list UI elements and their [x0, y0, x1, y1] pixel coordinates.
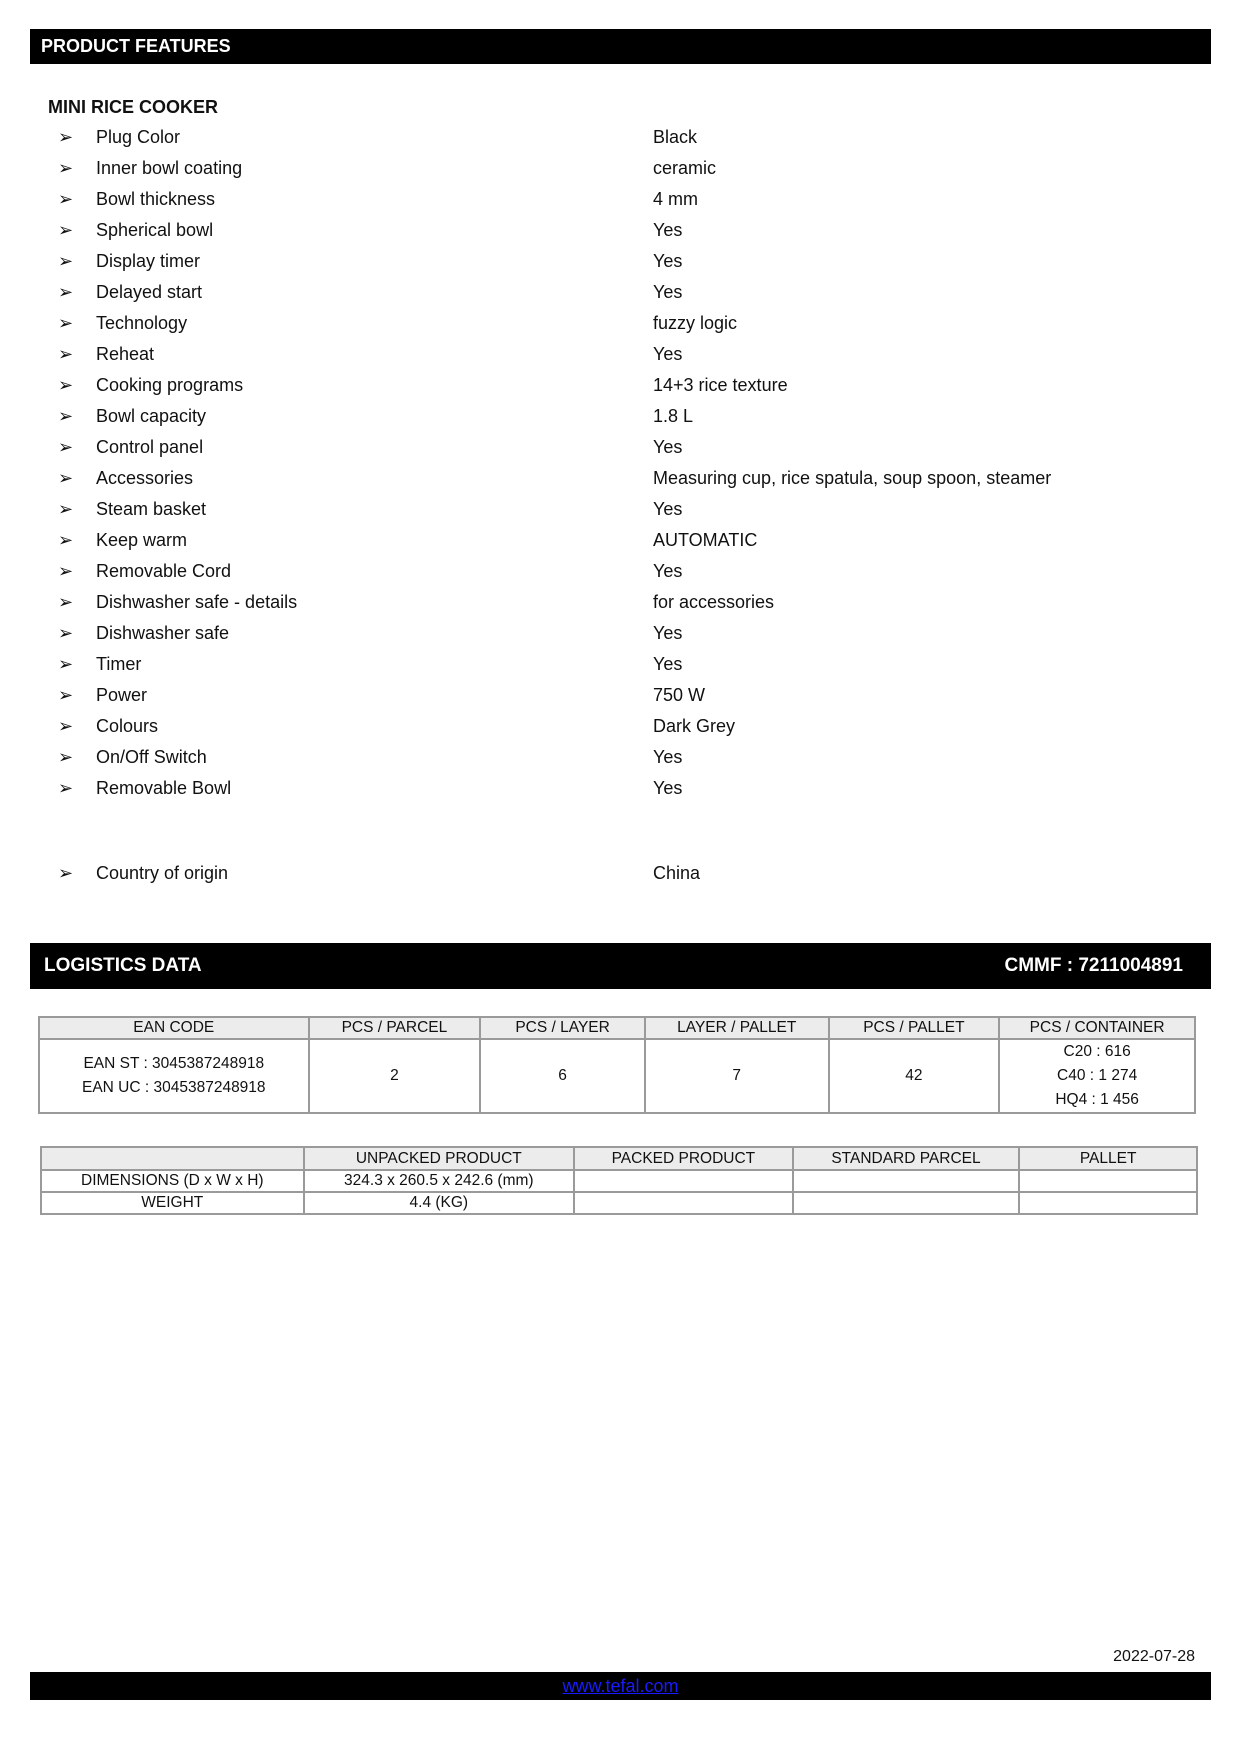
- column-header: EAN CODE: [39, 1017, 309, 1039]
- feature-row: [0, 215, 1241, 246]
- unpacked-cell: 4.4 (KG): [304, 1192, 575, 1214]
- arrow-bullet-icon: ➢: [58, 406, 74, 426]
- feature-value: AUTOMATIC: [653, 530, 758, 550]
- logistics-title: LOGISTICS DATA: [44, 955, 202, 976]
- feature-label: Spherical bowl: [96, 220, 214, 240]
- feature-value: Yes: [653, 344, 683, 364]
- unpacked-cell: 324.3 x 260.5 x 242.6 (mm): [304, 1170, 575, 1192]
- layer-pallet-cell: 7: [645, 1039, 829, 1113]
- product-name: MINI RICE COOKER: [48, 97, 219, 117]
- arrow-bullet-icon: ➢: [58, 127, 74, 147]
- pallet-cell: [1019, 1192, 1197, 1214]
- feature-row: [0, 184, 1241, 215]
- arrow-bullet-icon: ➢: [58, 375, 74, 395]
- arrow-bullet-icon: ➢: [58, 468, 74, 488]
- feature-value: Yes: [653, 778, 683, 798]
- feature-value: Yes: [653, 654, 683, 674]
- column-header: STANDARD PARCEL: [793, 1147, 1020, 1170]
- column-header: PCS / CONTAINER: [999, 1017, 1195, 1039]
- arrow-bullet-icon: ➢: [58, 158, 74, 178]
- feature-row: [0, 432, 1241, 463]
- table-header-row: [41, 1147, 1197, 1170]
- feature-row: [0, 556, 1241, 587]
- feature-row: [0, 308, 1241, 339]
- feature-value: Yes: [653, 220, 683, 240]
- ean-table: [38, 1016, 1196, 1114]
- packed-cell: [574, 1192, 793, 1214]
- ean-codes-cell: [39, 1039, 309, 1113]
- pcs-parcel-cell: 2: [309, 1039, 481, 1113]
- arrow-bullet-icon: ➢: [58, 716, 74, 736]
- feature-value: Measuring cup, rice spatula, soup spoon, steamer: [653, 468, 1052, 488]
- table-header-row: [39, 1017, 1195, 1039]
- feature-label: Keep warm: [96, 530, 188, 550]
- arrow-bullet-icon: ➢: [58, 747, 74, 767]
- feature-label: Control panel: [96, 437, 204, 457]
- table-row: [41, 1192, 1197, 1214]
- feature-label: Colours: [96, 716, 159, 736]
- column-header: [41, 1147, 304, 1170]
- pcs-layer-cell: 6: [480, 1039, 645, 1113]
- feature-value: Yes: [653, 437, 683, 457]
- feature-label: Delayed start: [96, 282, 203, 302]
- arrow-bullet-icon: ➢: [58, 778, 74, 798]
- feature-value: 1.8 L: [653, 406, 694, 426]
- arrow-bullet-icon: ➢: [58, 313, 74, 333]
- ean-st: EAN ST : 3045387248918: [83, 1055, 265, 1072]
- arrow-bullet-icon: ➢: [58, 863, 74, 883]
- feature-row: [0, 370, 1241, 401]
- feature-value: Dark Grey: [653, 716, 736, 736]
- container-c20: C20 : 616: [1063, 1043, 1131, 1060]
- arrow-bullet-icon: ➢: [58, 251, 74, 271]
- feature-value: Yes: [653, 623, 683, 643]
- ean-uc: EAN UC : 3045387248918: [82, 1079, 266, 1096]
- arrow-bullet-icon: ➢: [58, 189, 74, 209]
- pallet-cell: [1019, 1170, 1197, 1192]
- column-header: LAYER / PALLET: [645, 1017, 829, 1039]
- feature-label: Power: [96, 685, 148, 705]
- feature-row: [0, 618, 1241, 649]
- feature-label: Inner bowl coating: [96, 158, 243, 178]
- feature-label: Reheat: [96, 344, 155, 364]
- arrow-bullet-icon: ➢: [58, 220, 74, 240]
- feature-value: ceramic: [653, 158, 717, 178]
- feature-value: for accessories: [653, 592, 775, 612]
- arrow-bullet-icon: ➢: [58, 592, 74, 612]
- feature-row: [0, 587, 1241, 618]
- feature-value: 14+3 rice texture: [653, 375, 788, 395]
- document-date: 2022-07-28: [1113, 1648, 1195, 1665]
- container-hq4: HQ4 : 1 456: [1055, 1091, 1139, 1108]
- pcs-container-cell: [999, 1039, 1195, 1113]
- container-c40: C40 : 1 274: [1057, 1067, 1138, 1084]
- feature-value: 750 W: [653, 685, 706, 705]
- product-features-header: [30, 29, 1211, 64]
- feature-row: [0, 122, 1241, 153]
- feature-label: On/Off Switch: [96, 747, 207, 767]
- feature-value: Black: [653, 127, 698, 147]
- website-link[interactable]: www.tefal.com: [562, 1676, 679, 1696]
- feature-row: [0, 742, 1241, 773]
- feature-label: Bowl thickness: [96, 189, 216, 209]
- arrow-bullet-icon: ➢: [58, 561, 74, 581]
- row-label: WEIGHT: [41, 1192, 304, 1214]
- feature-row: [0, 246, 1241, 277]
- arrow-bullet-icon: ➢: [58, 530, 74, 550]
- feature-label: Plug Color: [96, 127, 181, 147]
- footer-bar: [30, 1672, 1211, 1700]
- origin-value: China: [653, 863, 701, 883]
- feature-label: Cooking programs: [96, 375, 244, 395]
- column-header: UNPACKED PRODUCT: [304, 1147, 575, 1170]
- cmmf-code: CMMF : 7211004891: [1004, 955, 1183, 976]
- arrow-bullet-icon: ➢: [58, 282, 74, 302]
- feature-row: [0, 339, 1241, 370]
- feature-value: Yes: [653, 282, 683, 302]
- origin-row: [0, 858, 1241, 889]
- feature-label: Accessories: [96, 468, 194, 488]
- feature-value: Yes: [653, 561, 683, 581]
- feature-value: Yes: [653, 251, 683, 271]
- arrow-bullet-icon: ➢: [58, 654, 74, 674]
- logistics-header: [30, 943, 1211, 989]
- feature-row: [0, 680, 1241, 711]
- arrow-bullet-icon: ➢: [58, 437, 74, 457]
- pcs-pallet-cell: 42: [829, 1039, 1000, 1113]
- arrow-bullet-icon: ➢: [58, 685, 74, 705]
- product-features-title: PRODUCT FEATURES: [41, 36, 231, 56]
- packed-cell: [574, 1170, 793, 1192]
- column-header: PALLET: [1019, 1147, 1197, 1170]
- feature-label: Display timer: [96, 251, 201, 271]
- column-header: PCS / PALLET: [829, 1017, 1000, 1039]
- feature-value: Yes: [653, 499, 683, 519]
- feature-label: Steam basket: [96, 499, 207, 519]
- feature-row: [0, 525, 1241, 556]
- feature-label: Bowl capacity: [96, 406, 207, 426]
- column-header: PCS / LAYER: [480, 1017, 645, 1039]
- feature-value: 4 mm: [653, 189, 698, 209]
- arrow-bullet-icon: ➢: [58, 623, 74, 643]
- feature-label: Removable Cord: [96, 561, 232, 581]
- table-row: [39, 1039, 1195, 1113]
- arrow-bullet-icon: ➢: [58, 499, 74, 519]
- feature-row: [0, 649, 1241, 680]
- feature-label: Dishwasher safe - details: [96, 592, 298, 612]
- feature-label: Technology: [96, 313, 188, 333]
- column-header: PACKED PRODUCT: [574, 1147, 793, 1170]
- feature-row: [0, 773, 1241, 804]
- feature-label: Timer: [96, 654, 142, 674]
- dimensions-table: [40, 1146, 1198, 1215]
- feature-row: [0, 494, 1241, 525]
- parcel-cell: [793, 1192, 1020, 1214]
- origin-label: Country of origin: [96, 863, 229, 883]
- row-label: DIMENSIONS (D x W x H): [41, 1170, 304, 1192]
- feature-label: Dishwasher safe: [96, 623, 230, 643]
- feature-value: fuzzy logic: [653, 313, 738, 333]
- feature-row: [0, 401, 1241, 432]
- arrow-bullet-icon: ➢: [58, 344, 74, 364]
- feature-row: [0, 711, 1241, 742]
- column-header: PCS / PARCEL: [309, 1017, 481, 1039]
- feature-value: Yes: [653, 747, 683, 767]
- table-row: [41, 1170, 1197, 1192]
- feature-row: [0, 463, 1241, 494]
- feature-row: [0, 277, 1241, 308]
- feature-row: [0, 153, 1241, 184]
- feature-label: Removable Bowl: [96, 778, 232, 798]
- parcel-cell: [793, 1170, 1020, 1192]
